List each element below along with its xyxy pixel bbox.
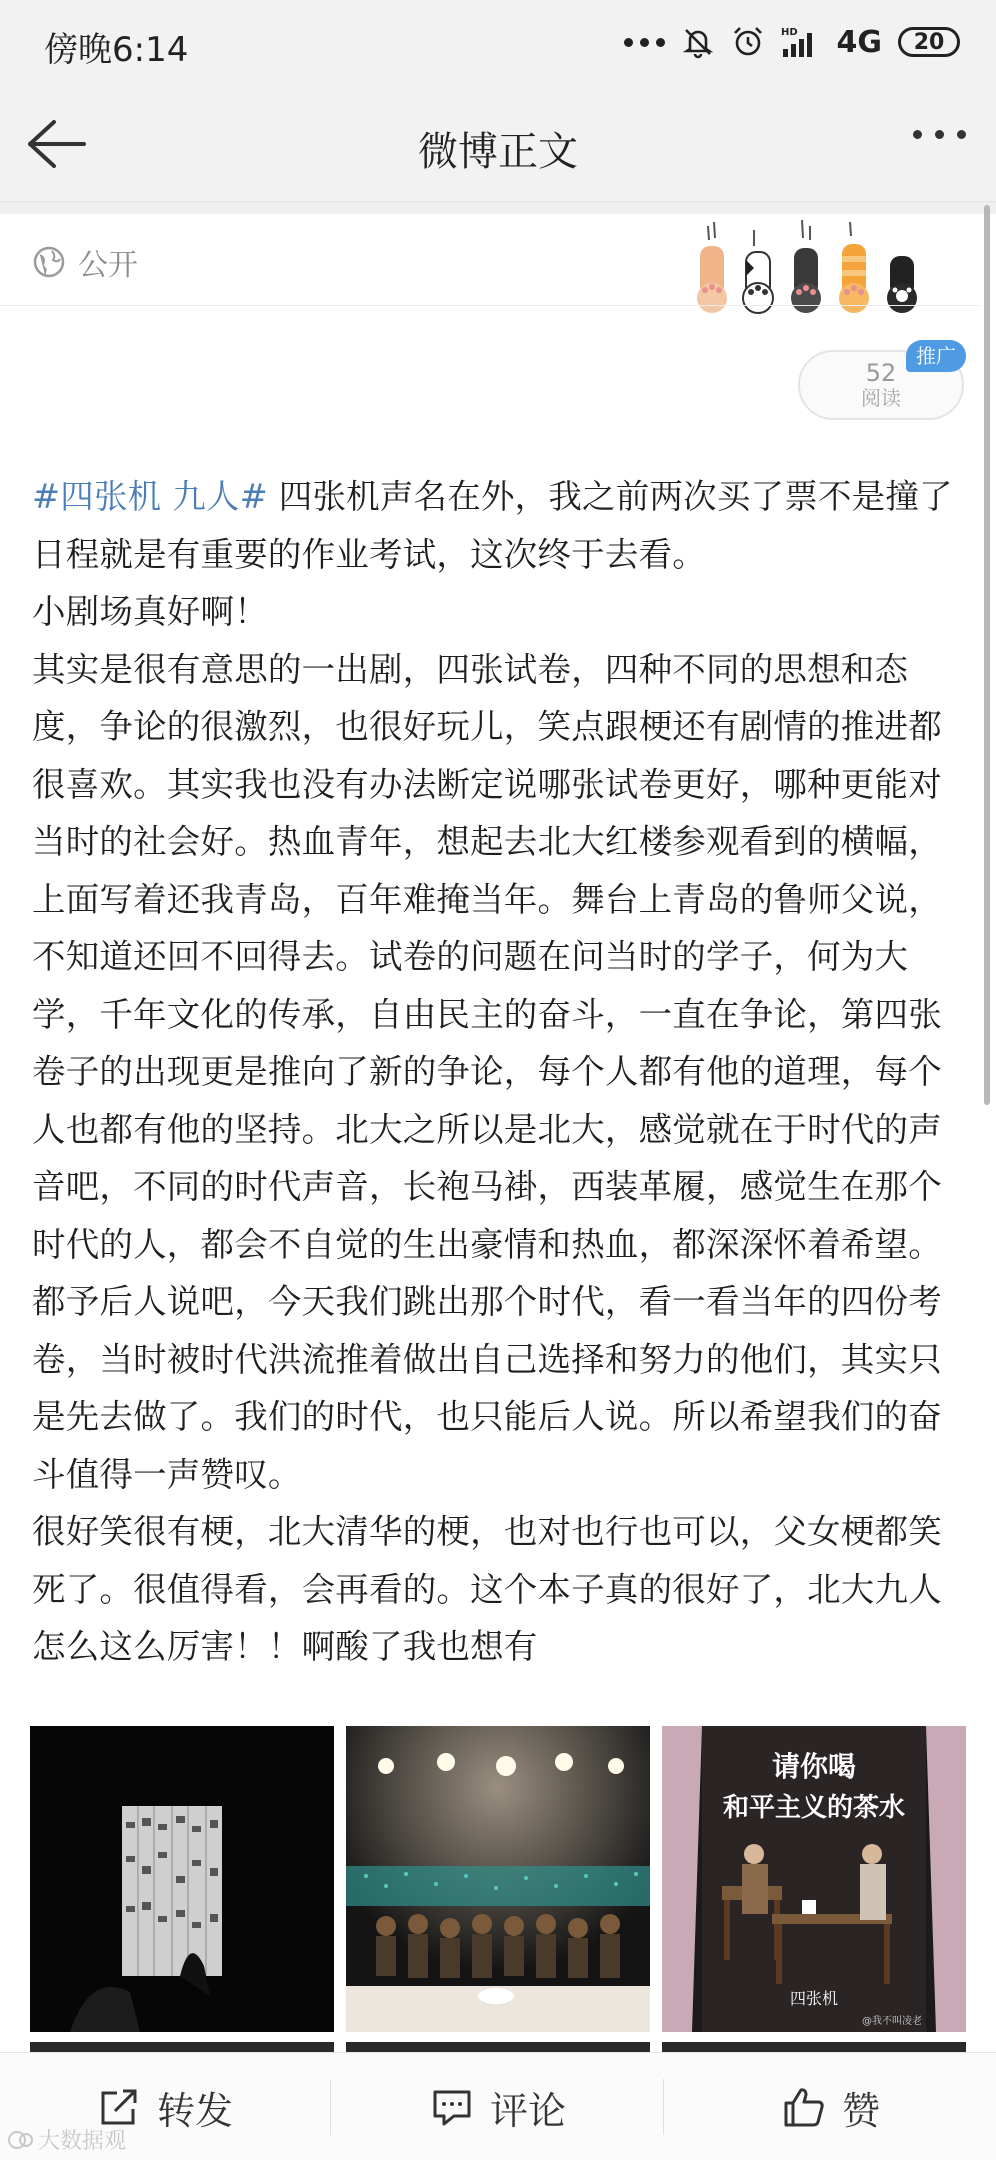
svg-text:四张机: 四张机 bbox=[789, 1989, 839, 2008]
divider bbox=[663, 2079, 664, 2135]
watermark-logo: 大数据观 bbox=[8, 2124, 126, 2155]
status-bar bbox=[0, 0, 996, 86]
battery-icon: 20 bbox=[898, 27, 960, 57]
signal-icon bbox=[781, 25, 821, 59]
alarm-icon bbox=[731, 25, 765, 59]
post-image-3[interactable] bbox=[662, 1726, 966, 2032]
status-time: 傍晚6:14 bbox=[44, 30, 189, 70]
visibility-label: 公开 bbox=[78, 248, 138, 283]
read-label: 阅读 bbox=[861, 386, 901, 410]
mute-bell-icon bbox=[681, 25, 715, 59]
paragraph: 小剧场真好啊！ bbox=[32, 592, 268, 631]
comment-button[interactable] bbox=[333, 2053, 663, 2160]
more-notifications-icon bbox=[624, 38, 665, 47]
cat-paws-decoration-icon bbox=[694, 216, 964, 316]
globe-icon bbox=[32, 245, 66, 279]
repost-label: 转发 bbox=[156, 2088, 233, 2133]
promote-button[interactable]: 推广 bbox=[906, 340, 966, 372]
watermark-icon bbox=[8, 2130, 34, 2150]
nav-bar bbox=[0, 86, 996, 202]
paragraph: #四张机 九人# 四张机声名在外，我之前两次买了票不是撞了日程就是有重要的作业考试，这次终于去看。 bbox=[32, 477, 953, 574]
comment-icon bbox=[430, 2085, 474, 2129]
scrollbar[interactable] bbox=[984, 205, 990, 1105]
paragraph: 其实是很有意思的一出剧，四张试卷，四种不同的思想和态度，争论的很激烈，也很好玩儿，笑点跟梗还有剧情的推进都很喜欢。其实我也没有办法断定说哪张试卷更好，哪种更能对当时的社会好。热血青年，想起去北大红楼参观看到的横幅，上面写着还我青岛，百年难掩当年。舞台上青岛的鲁师父说，不知道还回不回得去。试卷的问题在问当时的学子，何为大学，千年文化的传承，自由民主的奋斗，一直在争论，第四张卷子的出现更是推向了新的争论，每个人都有他的道理，每个人也都有他的坚持。北大之所以是北大，感觉就在于时代的声音吧，不同的时代声音，长袍马褂，西装革履，感觉生在那个时代的人，都会不自觉的生出豪情和热血，都深深怀着希望。 bbox=[32, 649, 942, 1264]
svg-text:@我不叫凌老: @我不叫凌老 bbox=[862, 2016, 922, 2027]
read-count: 52 bbox=[865, 359, 897, 387]
more-options-button[interactable] bbox=[913, 130, 966, 139]
post-image-2[interactable] bbox=[346, 1726, 650, 2032]
like-button[interactable] bbox=[666, 2053, 996, 2160]
svg-text:请你喝: 请你喝 bbox=[771, 1750, 857, 1783]
page-title: 微博正文 bbox=[418, 129, 578, 175]
like-label: 赞 bbox=[841, 2088, 880, 2133]
svg-text:HD: HD bbox=[780, 27, 798, 38]
divider bbox=[330, 2079, 331, 2135]
status-icons bbox=[624, 20, 961, 64]
action-bar bbox=[0, 2052, 996, 2160]
hashtag-link[interactable]: #四张机 九人# bbox=[32, 477, 268, 516]
paragraph: 都予后人说吧，今天我们跳出那个时代，看一看当年的四份考卷，当时被时代洪流推着做出自己选择和努力的他们，其实只是先去做了。我们的时代，也只能后人说。所以希望我们的奋斗值得一声赞叹。 bbox=[32, 1282, 942, 1494]
divider bbox=[0, 202, 996, 214]
post-image-1[interactable] bbox=[30, 1726, 334, 2032]
post-content bbox=[32, 468, 968, 1676]
network-type: 4G bbox=[836, 24, 882, 60]
share-icon bbox=[97, 2085, 141, 2129]
comment-label: 评论 bbox=[489, 2088, 566, 2133]
visibility-row bbox=[32, 240, 138, 284]
image-grid bbox=[30, 1726, 966, 2032]
paragraph: 很好笑很有梗，北大清华的梗，也对也行也可以，父女梗都笑死了。很值得看，会再看的。这个本子真的很好了，北大九人怎么这么厉害！！啊酸了我也想有 bbox=[32, 1512, 942, 1666]
thumbs-up-icon bbox=[782, 2085, 826, 2129]
divider bbox=[0, 305, 980, 306]
svg-text:和平主义的茶水: 和平主义的茶水 bbox=[722, 1793, 906, 1823]
